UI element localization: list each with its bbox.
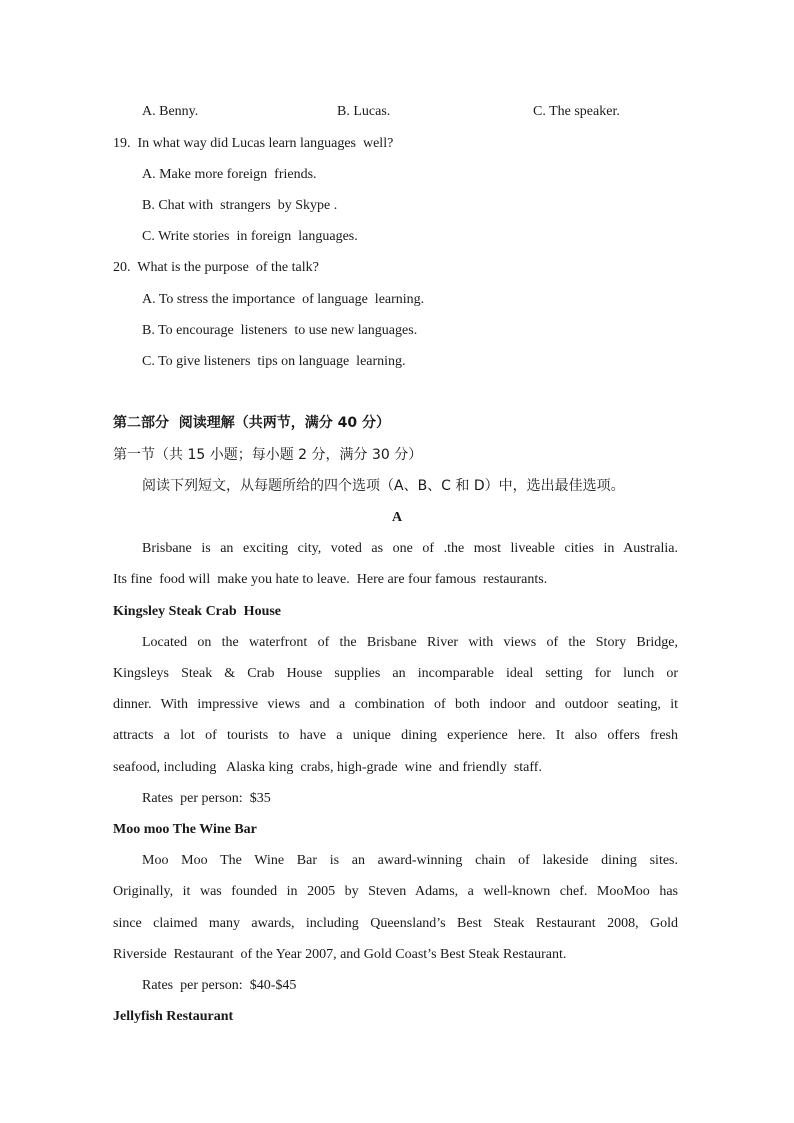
option-b: B. To encourage listeners to use new languages. xyxy=(142,323,418,338)
option-a: A. Make more foreign friends. xyxy=(142,167,317,182)
rate-line: Rates per person: $40-$45 xyxy=(142,978,297,993)
option-b: B. Lucas. xyxy=(337,104,391,119)
option-b: B. Chat with strangers by Skype . xyxy=(142,198,338,213)
paragraph-line: Riverside Restaurant of the Year 2007, and Gold Coast’s Best Steak Restaurant. xyxy=(113,947,567,962)
instruction: 阅读下列短文，从每题所给的四个选项（A、B、C 和 D）中，选出最佳选项。 xyxy=(142,478,625,494)
paragraph-line: Brisbane is an exciting city, voted as one of .the most liveable cities in Australia. xyxy=(142,541,678,556)
option-a: A. To stress the importance of language learning. xyxy=(142,292,425,307)
paragraph-line: dinner. With impressive views and a combination of both indoor and outdoor seating, it xyxy=(113,697,678,712)
paragraph-line: since claimed many awards, including Queensland’s Best Steak Restaurant 2008, Gold xyxy=(113,916,678,931)
question-stem: 19. In what way did Lucas learn languages well? xyxy=(113,136,394,151)
restaurant-name: Moo moo The Wine Bar xyxy=(113,822,257,837)
option-c: C. To give listeners tips on language learning. xyxy=(142,354,406,369)
rate-line: Rates per person: $35 xyxy=(142,791,271,806)
paragraph-line: Originally, it was founded in 2005 by Steven Adams, a well-known chef. MooMoo has xyxy=(113,884,678,899)
question-stem: 20. What is the purpose of the talk? xyxy=(113,260,319,275)
paragraph-line: Kingsleys Steak & Crab House supplies an incomparable ideal setting for lunch or xyxy=(113,666,678,681)
paragraph-line: Its fine food will make you hate to leave. Here are four famous restaurants. xyxy=(113,572,548,587)
section-title: 第一节（共 15 小题；每小题 2 分，满分 30 分） xyxy=(113,447,423,463)
paragraph-line: seafood, including Alaska king crabs, high-grade wine and friendly staff. xyxy=(113,760,542,775)
restaurant-name: Jellyfish Restaurant xyxy=(113,1009,234,1024)
option-a: A. Benny. xyxy=(142,104,199,119)
passage-label: A xyxy=(391,510,403,525)
paragraph-line: Moo Moo The Wine Bar is an award-winning chain of lakeside dining sites. xyxy=(142,853,678,868)
option-c: C. The speaker. xyxy=(533,104,620,119)
part-title: 第二部分 阅读理解（共两节，满分 40 分） xyxy=(113,415,390,431)
paragraph-line: attracts a lot of tourists to have a unique dining experience here. It also offers fresh xyxy=(113,728,678,743)
option-c: C. Write stories in foreign languages. xyxy=(142,229,358,244)
restaurant-name: Kingsley Steak Crab House xyxy=(113,604,282,619)
paragraph-line: Located on the waterfront of the Brisbane River with views of the Story Bridge, xyxy=(142,635,678,650)
